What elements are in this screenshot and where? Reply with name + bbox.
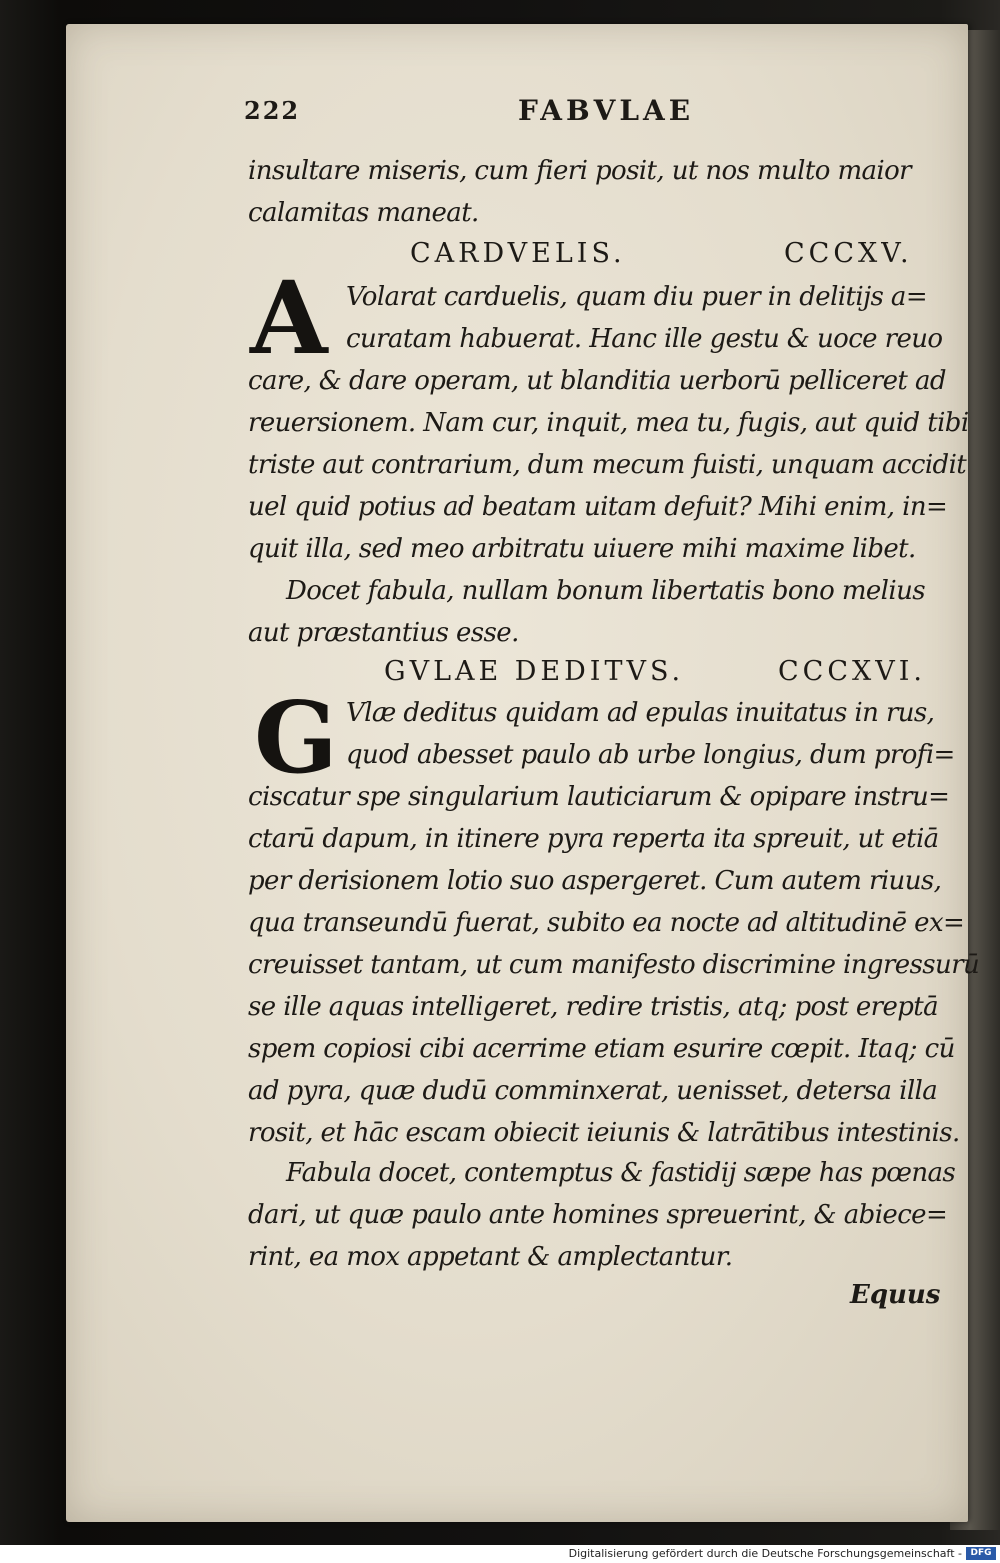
- fable-2-title: GVLAE DEDITVS.: [384, 656, 685, 687]
- text-line: creuisset tantam, ut cum manifesto discrimine ingressurū: [248, 950, 980, 980]
- text-line: per derisionem lotio suo aspergeret. Cum autem riuus,: [248, 866, 942, 896]
- text-line: ciscatur spe singularium lauticiarum & opipare instru=: [248, 782, 950, 812]
- text-line: rosit, et hāc escam obiecit ieiunis & latrātibus intestinis.: [248, 1118, 960, 1148]
- fable-1-number: CCCXV.: [784, 238, 913, 269]
- fable-2-dropcap: G: [254, 681, 338, 796]
- moral-line: Docet fabula, nullam bonum libertatis bono melius: [286, 576, 925, 606]
- intro-line: calamitas maneat.: [248, 198, 479, 228]
- fable-1-title: CARDVELIS.: [410, 238, 626, 269]
- footer-bar: [0, 1545, 1000, 1563]
- text-line: spem copiosi cibi acerrime etiam esurire cœpit. Itaq; cū: [248, 1034, 955, 1064]
- fable-1-dropcap: A: [250, 259, 328, 377]
- footer-credit: Digitalisierung gefördert durch die Deutsche Forschungsgemeinschaft -: [568, 1547, 962, 1560]
- text-line: care, & dare operam, ut blanditia uerborū pelliceret ad: [248, 366, 946, 396]
- moral-line: aut præstantius esse.: [248, 618, 519, 648]
- fable-1-moral: [248, 570, 925, 654]
- moral-line: Fabula docet, contemptus & fastidij sæpe has pœnas: [286, 1158, 956, 1188]
- text-line: uel quid potius ad beatam uitam defuit? Mihi enim, in=: [248, 492, 948, 522]
- page-number: 222: [244, 96, 301, 125]
- text-line: ctarū dapum, in itinere pyra reperta ita spreuit, ut etiā: [248, 824, 939, 854]
- fable-2-number: CCCXVI.: [778, 656, 926, 687]
- fable-1-beside-cap: [346, 276, 942, 360]
- fable-2-body: [248, 776, 979, 1154]
- fable-2-moral: [248, 1152, 955, 1278]
- dfg-logo-icon: DFG: [966, 1547, 996, 1560]
- moral-line: rint, ea mox appetant & amplectantur.: [248, 1242, 733, 1272]
- text-line: se ille aquas intelligeret, redire tristis, atq; post ereptā: [248, 992, 939, 1022]
- intro-text: [248, 150, 911, 234]
- text-line: triste aut contrarium, dum mecum fuisti, unquam accidit: [248, 450, 967, 480]
- text-line: Volarat carduelis, quam diu puer in delitijs a=: [346, 282, 928, 312]
- fable-1-body: [248, 360, 969, 570]
- intro-line: insultare miseris, cum fieri posit, ut nos multo maior: [248, 156, 911, 186]
- text-line: Vlæ deditus quidam ad epulas inuitatus in rus,: [346, 698, 935, 728]
- catchword: Equus: [850, 1280, 941, 1310]
- running-title: FABVLAE: [518, 94, 695, 127]
- text-line: qua transeundū fuerat, subito ea nocte ad altitudinē ex=: [248, 908, 965, 938]
- text-line: curatam habuerat. Hanc ille gestu & uoce reuo: [346, 324, 943, 354]
- text-line: quod abesset paulo ab urbe longius, dum profi=: [346, 740, 955, 770]
- text-line: reuersionem. Nam cur, inquit, mea tu, fugis, aut quid tibi: [248, 408, 969, 438]
- text-line: quit illa, sed meo arbitratu uiuere mihi maxime libet.: [248, 534, 916, 564]
- fable-2-beside-cap: [346, 692, 955, 776]
- text-line: ad pyra, quæ dudū comminxerat, uenisset, detersa illa: [248, 1076, 938, 1106]
- moral-line: dari, ut quæ paulo ante homines spreuerint, & abiece=: [248, 1200, 948, 1230]
